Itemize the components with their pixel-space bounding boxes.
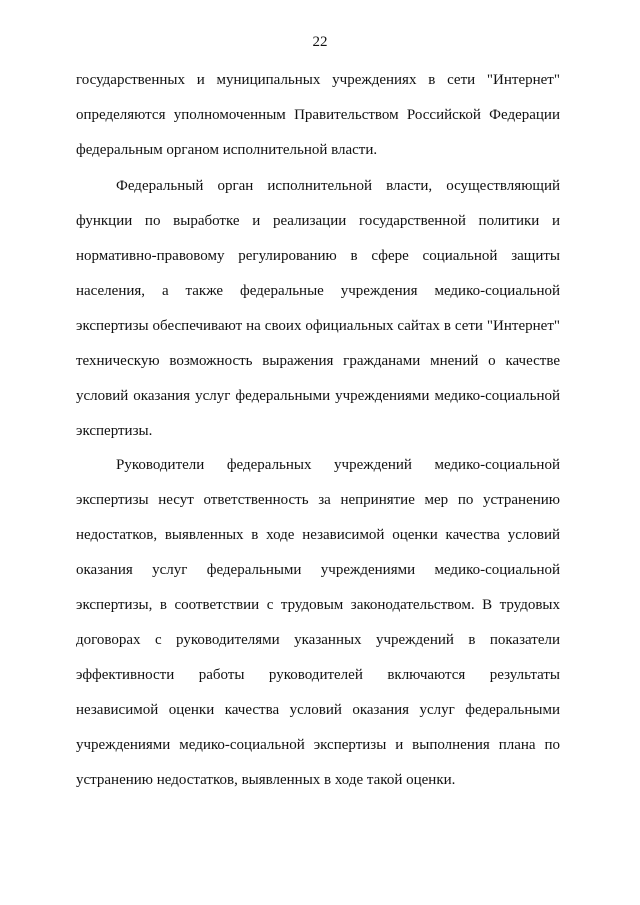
text-line: государственных и муниципальных учреждениях в сети "Интернет"	[76, 72, 560, 88]
text-line: экспертизы, в соответствии с трудовым законодательством. В трудовых	[76, 597, 560, 613]
text-line: оказания услуг федеральными учреждениями медико-социальной	[76, 562, 560, 578]
text-line: устранению недостатков, выявленных в ходе такой оценки.	[76, 772, 456, 788]
text-line: нормативно-правовому регулированию в сфере социальной защиты	[76, 248, 560, 264]
text-line: федеральным органом исполнительной власти.	[76, 142, 378, 158]
text-line: эффективности работы руководителей включаются результаты	[76, 667, 560, 683]
text-line: договорах с руководителями указанных учреждений в показатели	[76, 632, 560, 648]
text-line: учреждениями медико-социальной экспертизы и выполнения плана по	[76, 737, 560, 753]
text-line: функции по выработке и реализации государственной политики и	[76, 213, 560, 229]
text-line: Руководители федеральных учреждений медико-социальной	[116, 457, 560, 473]
text-line: Федеральный орган исполнительной власти, осуществляющий	[116, 178, 560, 194]
text-line: независимой оценки качества условий оказания услуг федеральными	[76, 702, 560, 718]
text-line: экспертизы.	[76, 423, 153, 439]
text-line: экспертизы несут ответственность за непринятие мер по устранению	[76, 492, 560, 508]
text-line: населения, а также федеральные учреждения медико-социальной	[76, 283, 560, 299]
page-number: 22	[312, 34, 328, 50]
text-line: недостатков, выявленных в ходе независимой оценки качества условий	[76, 527, 560, 543]
text-line: экспертизы обеспечивают на своих официальных сайтах в сети "Интернет"	[76, 318, 560, 334]
text-line: определяются уполномоченным Правительством Российской Федерации	[76, 107, 560, 123]
text-line: условий оказания услуг федеральными учреждениями медико-социальной	[76, 388, 560, 404]
text-line: техническую возможность выражения гражданами мнений о качестве	[76, 353, 560, 369]
